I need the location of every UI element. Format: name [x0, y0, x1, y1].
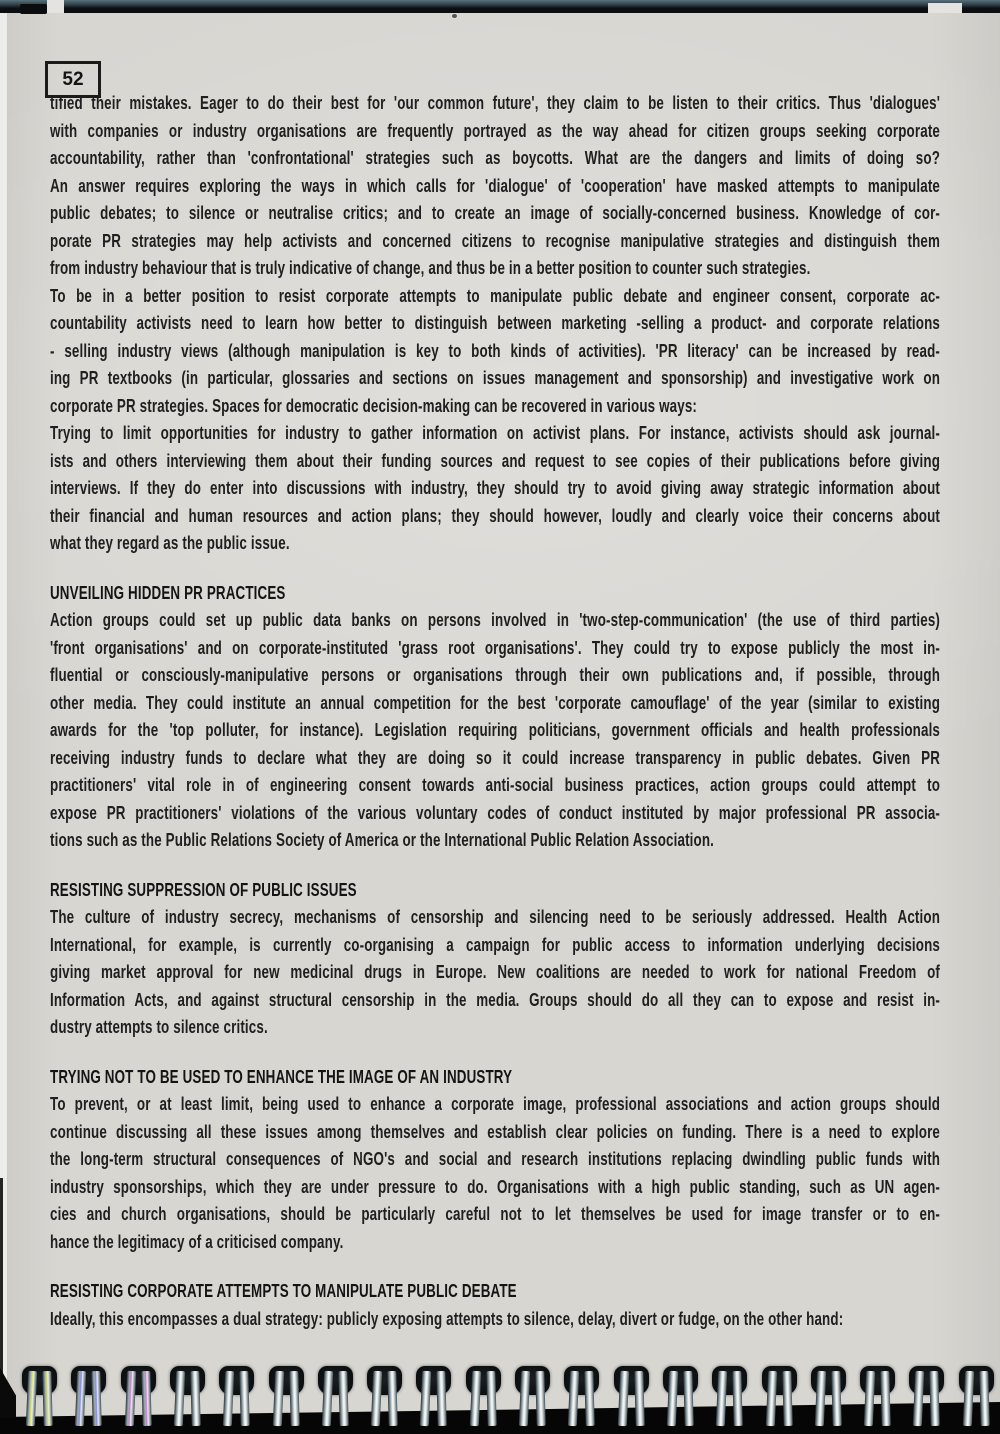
scan-left-shadow [0, 1178, 3, 1400]
binding-hole [515, 1366, 550, 1395]
section-image-of-industry [50, 1063, 940, 1256]
binding-hole [811, 1366, 846, 1395]
page-number [45, 61, 101, 98]
paragraph [50, 1305, 940, 1333]
scan-top-edge-gap [928, 3, 962, 13]
binding-hole [170, 1366, 205, 1395]
binding-hole [564, 1366, 599, 1395]
section-resisting-suppression [50, 876, 940, 1041]
page-content [50, 89, 940, 1332]
binding-hole [22, 1366, 57, 1395]
binding-hole [219, 1366, 254, 1395]
page-number-label: 52 [62, 68, 84, 90]
binding-hole [712, 1366, 747, 1395]
paragraph-last-line: Ideally, this encompasses a dual strategy: publicly exposing attempts to silence, delay, divert or fudge, on the other hand: [50, 1307, 844, 1329]
paragraph-lines: To be in a better position to resist corporate attempts to manipulate public debate and engineer consent, corporate ac- countability activists need to learn how better to distinguish between marketing -selling a product- and corporate relations - selling industry views (although manipulation is key to both kinds of activities). 'PR literacy' can be increased by read- ing PR textbooks (in particular, glossaries and sections on issues management and sponsorship) and investigative work on [50, 284, 941, 388]
paragraph [50, 419, 940, 557]
binding-hole [959, 1366, 994, 1395]
paragraph [50, 606, 940, 854]
section-resisting-manipulation [50, 1277, 940, 1332]
scan-top-edge-gap [47, 0, 64, 13]
binding-hole [762, 1366, 797, 1395]
paragraph-last-line: corporate PR strategies. Spaces for democratic decision-making can be recovered in various ways: [50, 394, 698, 416]
paragraph [50, 1090, 940, 1255]
section-heading: TRYING NOT TO BE USED TO ENHANCE THE IMAGE OF AN INDUSTRY [50, 1065, 513, 1087]
section-unveiling-hidden-pr-practices [50, 579, 940, 854]
paragraph-last-line: tions such as the Public Relations Society of America or the International Public Relation Association. [50, 829, 715, 850]
binding-hole [663, 1366, 698, 1395]
paragraph-last-line: from industry behaviour that is truly indicative of change, and thus be in a better position to counter such strategies. [50, 257, 811, 278]
paragraph-lines: tified their mistakes. Eager to do their best for 'our common future', they claim to be listen to their critics. Thus 'dialogues' with companies or industry organisations are frequently portrayed as the way ahead for citizen groups seeking corporate accountability, rather than 'confrontational' strategies such as boycotts. What are the dangers and limits of doing so? An answer requires exploring the ways in which calls for 'dialogue' of 'cooperation' have masked attempts to manipulate public debates; to silence or neutralise critics; and to create an image of socially-concerned business. Knowledge of cor- porate PR strategies may help activists and concerned citizens to recognise manipulative strategies and distinguish them [50, 92, 941, 251]
section-heading: UNVEILING HIDDEN PR PRACTICES [50, 581, 286, 603]
binding-hole [860, 1366, 895, 1395]
binding-hole [614, 1366, 649, 1395]
binding-hole [318, 1366, 353, 1395]
paragraph-last-line: hance the legitimacy of a criticised company. [50, 1230, 344, 1252]
paragraph [50, 903, 940, 1041]
paragraph-lines: Action groups could set up public data banks on persons involved in 'two-step-communication' (the use of third parties) 'front organisations' and on corporate-instituted 'grass root organisations'. They could try to expose publicly the most in- fluential or consciously-manipulative persons or organisations through their own publications and, if possible, through other media. They could institute an annual competition for the best 'corporate camouflage' of the year (similar to existing awards for the 'top polluter, for instance). Legislation requiring politicians, government officials and health professionals receiving industry funds to declare what they are doing so it could increase transparency in public debates. Given PR practitioners' vital role in of engineering consent towards anti-social business practices, action groups could attempt to expose PR practitioners' violations of the various voluntary codes of conduct instituted by major professional PR associa- [50, 609, 941, 823]
paragraph [50, 282, 940, 420]
binding-hole [416, 1366, 451, 1395]
scan-top-edge [0, 0, 1000, 13]
binding-hole [909, 1366, 944, 1395]
section-heading: RESISTING SUPPRESSION OF PUBLIC ISSUES [50, 878, 357, 900]
text-column [50, 89, 940, 1332]
binding-hole [269, 1366, 304, 1395]
binding-hole [466, 1366, 501, 1395]
scan-speck [452, 14, 457, 18]
paragraph-lines: To prevent, or at least limit, being used to enhance a corporate image, professional associations and action groups should continue discussing all these issues among themselves and establish clear policies on funding. There is a need to explore the long-term structural consequences of NGO's and social and research institutions replacing dwindling public funds with industry sponsorships, which they are under pressure to do. Organisations with a high public standing, such as UN agen- cies and church organisations, should be particularly careful not to let themselves be used for image transfer or to en- [50, 1093, 941, 1224]
paragraph-lines: The culture of industry secrecy, mechanisms of censorship and silencing need to be seriously addressed. Health Action International, for example, is currently co-organising a campaign for public access to information underlying decisions giving market approval for new medicinal drugs in Europe. New coalitions are needed to work for national Freedom of Information Acts, and against structural censorship in the media. Groups should do all they can to expose and resist in- [50, 906, 941, 1010]
section-heading: RESISTING CORPORATE ATTEMPTS TO MANIPULATE PUBLIC DEBATE [50, 1280, 517, 1301]
binding-hole [71, 1366, 106, 1395]
paragraph [50, 89, 940, 282]
binding-hole [367, 1366, 402, 1395]
scan-corner-shadow [0, 1368, 16, 1418]
paragraph-last-line: what they regard as the public issue. [50, 532, 290, 553]
paragraph-lines: Trying to limit opportunities for industry to gather information on activist plans. For instance, activists should ask journal- ists and others interviewing them about their funding sources and request to see copies of their publications before giving interviews. If they do enter into discussions with industry, they should try to avoid giving away strategic information about their financial and human resources and action plans; they should however, loudly and clearly voice their concerns about [50, 422, 941, 526]
scan-bottom-edge [0, 1398, 1000, 1434]
paragraph-last-line: dustry attempts to silence critics. [50, 1016, 268, 1037]
binding-hole [121, 1366, 156, 1395]
scan-artifact [20, 4, 47, 14]
